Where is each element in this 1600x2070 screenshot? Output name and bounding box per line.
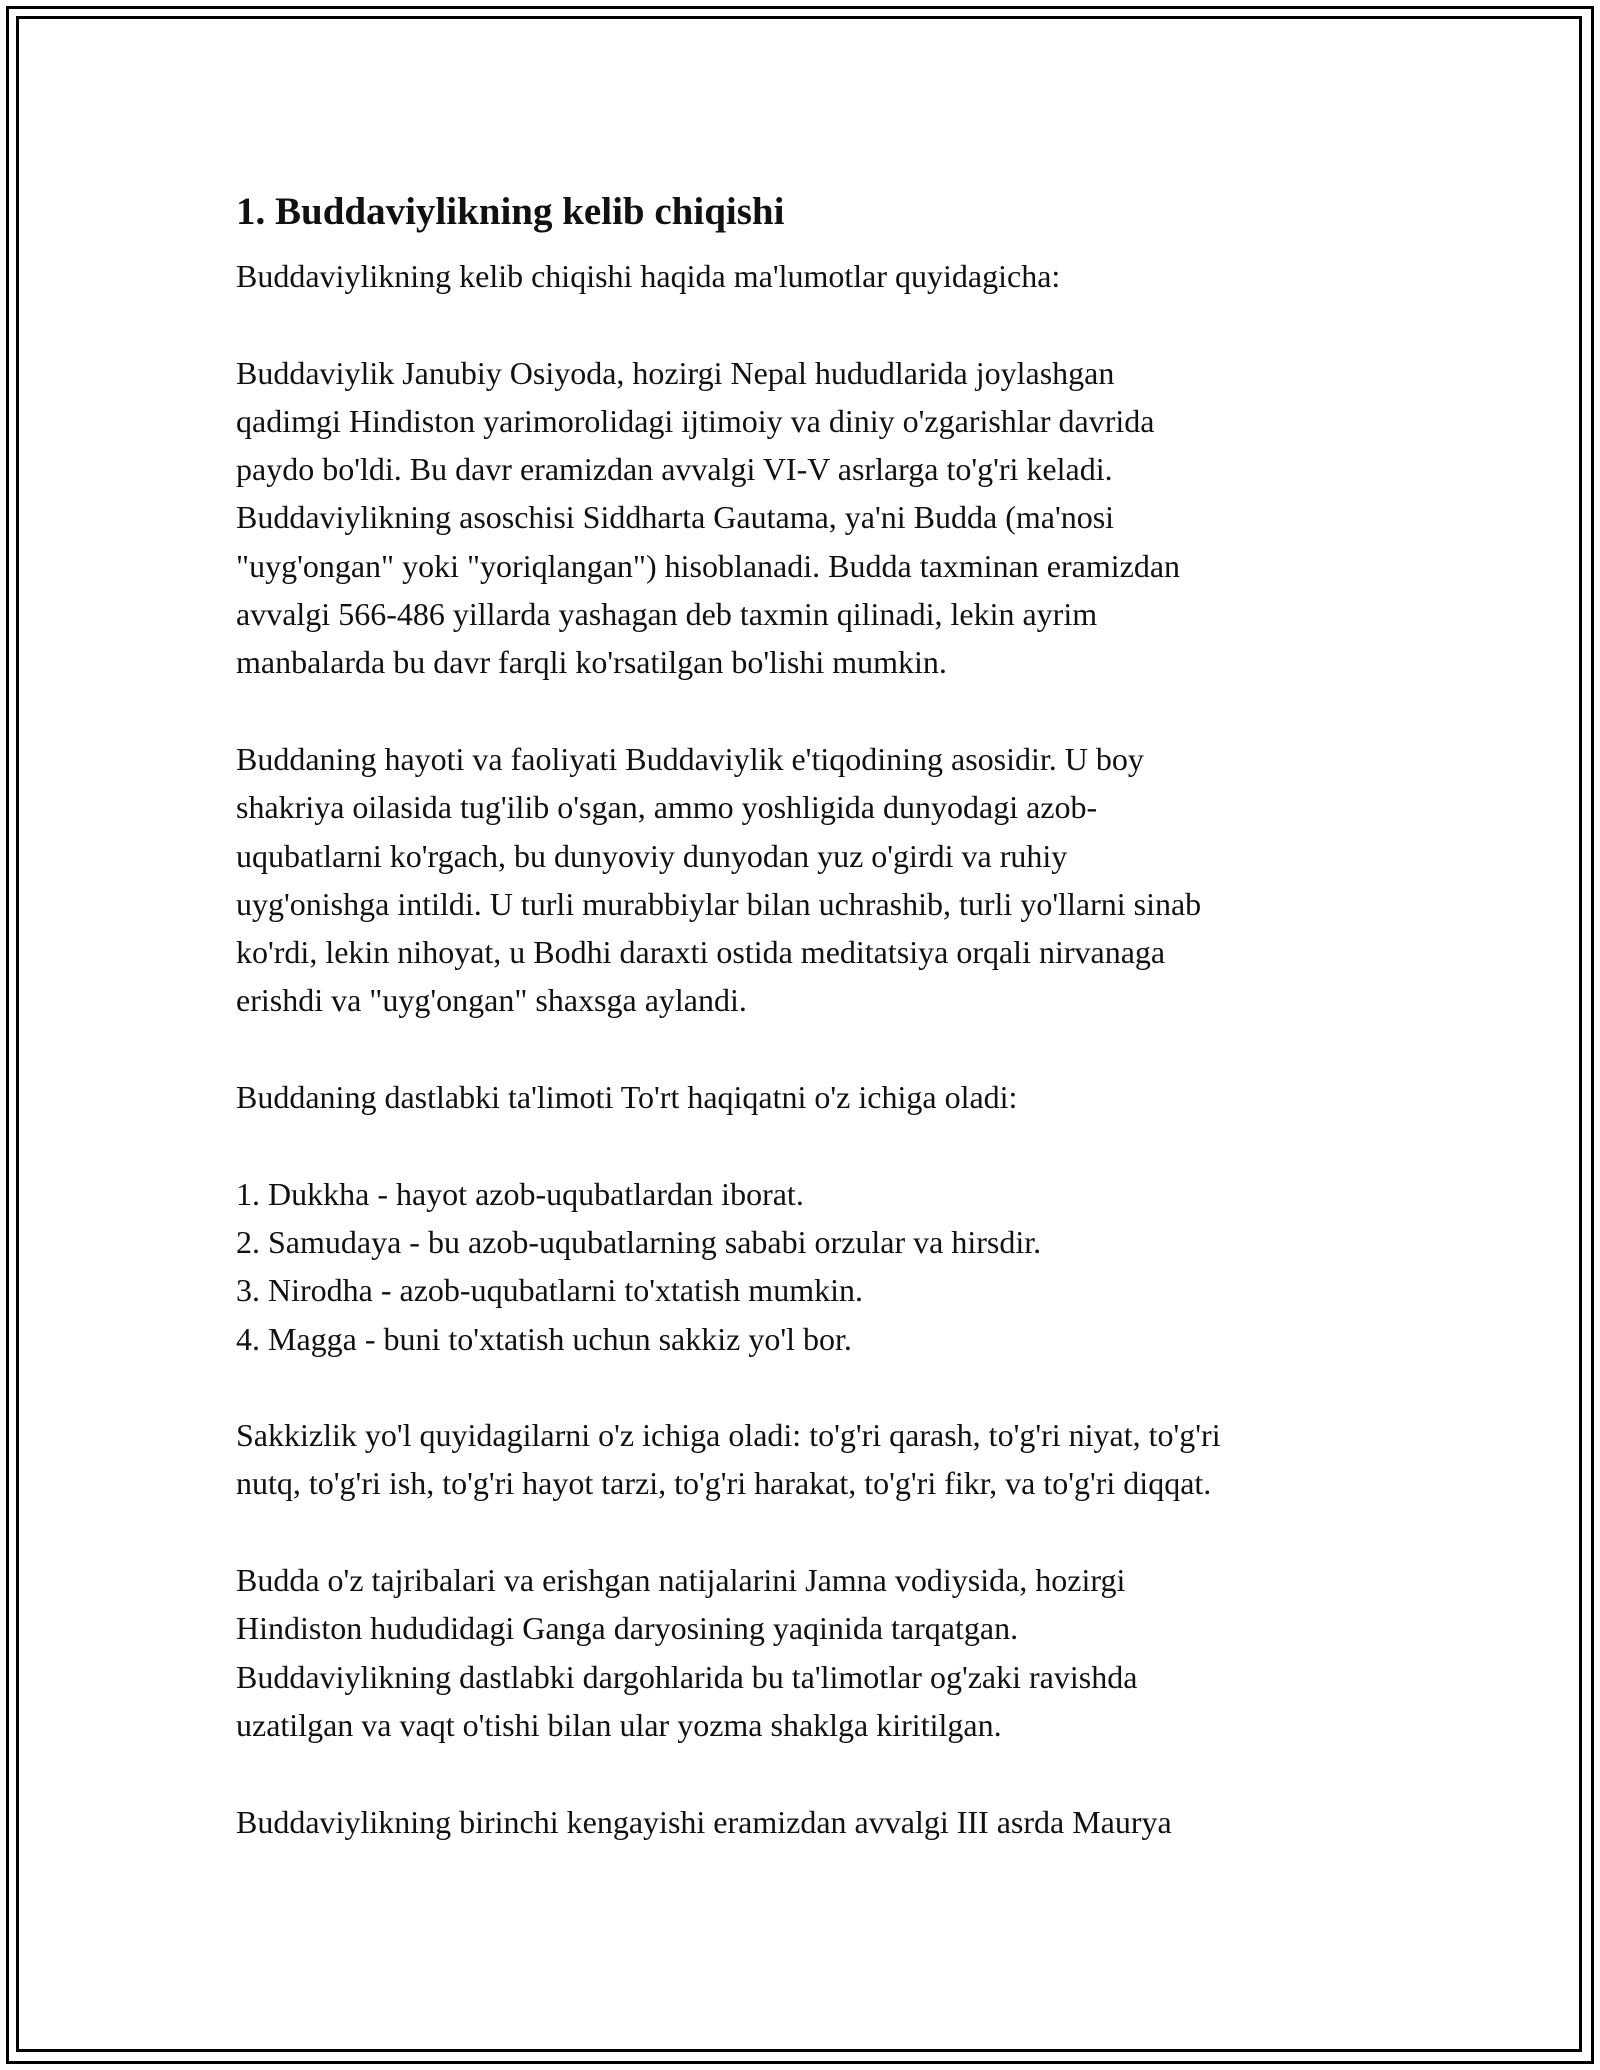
page-title: 1. Buddaviylikning kelib chiqishi <box>236 190 785 233</box>
list-item: 4. Magga - buni to'xtatish uchun sakkiz yo'l bor. <box>236 1320 852 1357</box>
eightfold-path-paragraph: Sakkizlik yo'l quyidagilarni o'z ichiga oladi: to'g'ri qarash, to'g'ri niyat, to'g'ri nutq, to'g'ri ish, to'g'ri hayot tarzi, to'g'ri harakat, to'g'ri fikr, va to'g'ri diqqat. <box>236 1417 1221 1502</box>
list-item: 3. Nirodha - azob-uqubatlarni to'xtatish mumkin. <box>236 1272 863 1309</box>
four-truths-list <box>236 1170 1376 1363</box>
document-body <box>236 186 1376 1846</box>
four-truths-intro-paragraph: Buddaning dastlabki ta'limoti To'rt haqiqatni o'z ichiga oladi: <box>236 1079 1018 1116</box>
list-item: 1. Dukkha - hayot azob-uqubatlardan iborat. <box>236 1175 804 1212</box>
intro-paragraph: Buddaviylikning kelib chiqishi haqida ma'lumotlar quyidagicha: <box>236 258 1061 294</box>
list-item: 2. Samudaya - bu azob-uqubatlarning sababi orzular va hirsdir. <box>236 1223 1042 1260</box>
expansion-paragraph: Buddaviylikning birinchi kengayishi eramizdan avvalgi III asrda Maurya <box>236 1803 1172 1840</box>
origin-paragraph: Buddaviylik Janubiy Osiyoda, hozirgi Nepal hududlarida joylashgan qadimgi Hindiston yarimorolidagi ijtimoiy va diniy o'zgarishlar davrida paydo bo'ldi. Bu davr eramizdan avvalgi VI-V asrlarga to'g'ri keladi. Buddaviylikning asoschisi Siddharta Gautama, ya'ni Budda (ma'nosi "uyg'ongan" yoki "yoriqlangan") hisoblanadi. Budda taxminan eramizdan avvalgi 566-486 yillarda yashagan deb taxmin qilinadi, lekin ayrim manbalarda bu davr farqli ko'rsatilgan bo'lishi mumkin. <box>236 354 1181 681</box>
buddha-life-paragraph: Buddaning hayoti va faoliyati Buddaviylik e'tiqodining asosidir. U boy shakriya oilasida tug'ilib o'sgan, ammo yoshligida dunyodagi azob- uqubatlarni ko'rgach, bu dunyoviy dunyodan yuz o'girdi va ruhiy uyg'onishga intildi. U turli murabbiylar bilan uchrashib, turli yo'llarni sinab ko'rdi, lekin nihoyat, u Bodhi daraxti ostida meditatsiya orqali nirvanaga erishdi va "uyg'ongan" shaxsga aylandi. <box>236 740 1202 1019</box>
spread-paragraph: Budda o'z tajribalari va erishgan natijalarini Jamna vodiysida, hozirgi Hindiston hududidagi Ganga daryosining yaqinida tarqatgan. Buddaviylikning dastlabki dargohlarida bu ta'limotlar og'zaki ravishda uzatilgan va vaqt o'tishi bilan ular yozma shaklga kiritilgan. <box>236 1562 1138 1743</box>
